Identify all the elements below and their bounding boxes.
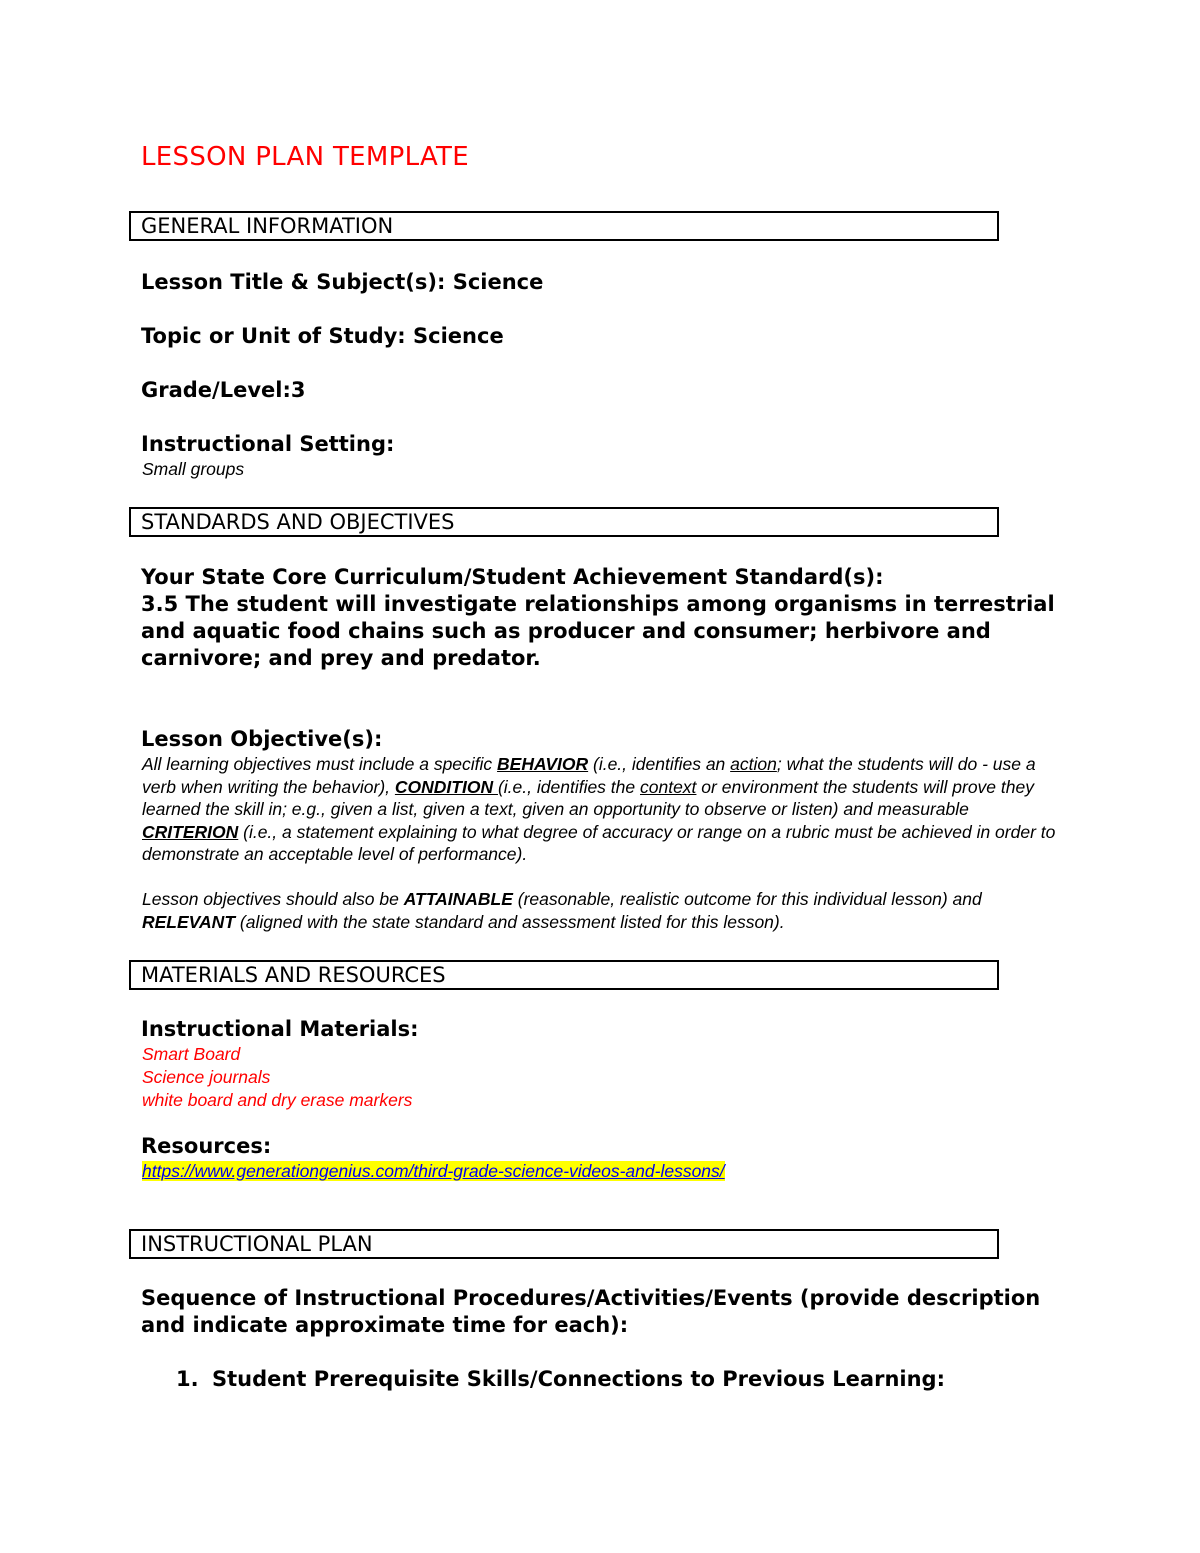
setting-value: Small groups [142,459,245,479]
standard-text: 3.5 The student will investigate relationships among organisms in terrestrial and aquatic food chains such as producer and consumer; herbivore and carnivore; and prey and predator. [141,592,1055,670]
text-run: (reasonable, realistic outcome for this individual lesson) and [512,889,982,909]
action-term: action [730,754,777,774]
criterion-term: CRITERION [142,821,239,842]
text-run: (aligned with the state standard and assessment listed for this lesson). [235,911,785,932]
text-run: All learning objectives must include a specific [142,754,498,774]
topic-label: Topic or Unit of Study: [141,324,406,348]
material-item: white board and dry erase markers [142,1090,413,1110]
page-title: LESSON PLAN TEMPLATE [141,142,469,172]
setting-label: Instructional Setting: [141,432,395,456]
grade-field [141,378,306,402]
text-run: or environment the students will prove they learned the skill in; e.g., given a list, given a text, given an opportunity to observe or listen) and measurable [142,776,1034,820]
text-run: (i.e., identifies the [497,776,640,797]
text-run: (i.e., identifies an [588,754,731,774]
objectives-label: Lesson Objective(s): [141,727,383,751]
context-term: context [640,776,697,797]
section-header-label: INSTRUCTIONAL PLAN [141,1232,373,1256]
section-header-materials [129,960,999,990]
condition-term: CONDITION [394,776,498,797]
section-header-instructional [129,1229,999,1259]
grade-value: 3 [290,378,306,402]
relevant-term: RELEVANT [142,911,236,932]
topic-field [141,324,504,348]
materials-label: Instructional Materials: [141,1017,419,1041]
text-run: (i.e., a statement explaining to what degree of accuracy or range on a rubric must be achieved in order to demonstrate an acceptable level of performance). [142,821,1056,865]
attainable-term: ATTAINABLE [403,889,513,909]
lesson-title-label: Lesson Title & Subject(s): [141,270,446,294]
behavior-term: BEHAVIOR [497,754,589,774]
section-header-general [129,211,999,241]
section-header-standards [129,507,999,537]
resource-link-row [142,1161,725,1182]
objectives-instructions [142,753,1062,866]
text-run: Lesson objectives should also be [142,889,404,909]
section-header-label: MATERIALS AND RESOURCES [141,963,446,987]
text-run: ; what the students will do - use a verb when writing the behavior), [142,754,1036,797]
material-item: Smart Board [142,1044,241,1064]
section-header-label: STANDARDS AND OBJECTIVES [141,510,455,534]
standards-label: Your State Core Curriculum/Student Achievement Standard(s): [141,565,884,589]
resource-link[interactable]: https://www.generationgenius.com/third-grade-science-videos-and-lessons/ [142,1161,725,1181]
lesson-title-value: Science [452,270,544,294]
step-1-label: Student Prerequisite Skills/Connections to Previous Learning: [212,1367,945,1391]
sequence-label: Sequence of Instructional Procedures/Activities/Events (provide description and indicate approximate time for each): [141,1286,1041,1337]
resources-label: Resources: [141,1134,272,1158]
material-item: Science journals [142,1067,271,1087]
lesson-title-field [141,270,543,294]
step-1-number: 1. [176,1367,199,1391]
topic-value: Science [413,324,504,348]
section-header-label: GENERAL INFORMATION [141,214,394,238]
objectives-attainable-note [142,888,1062,933]
grade-label: Grade/Level: [141,378,291,402]
